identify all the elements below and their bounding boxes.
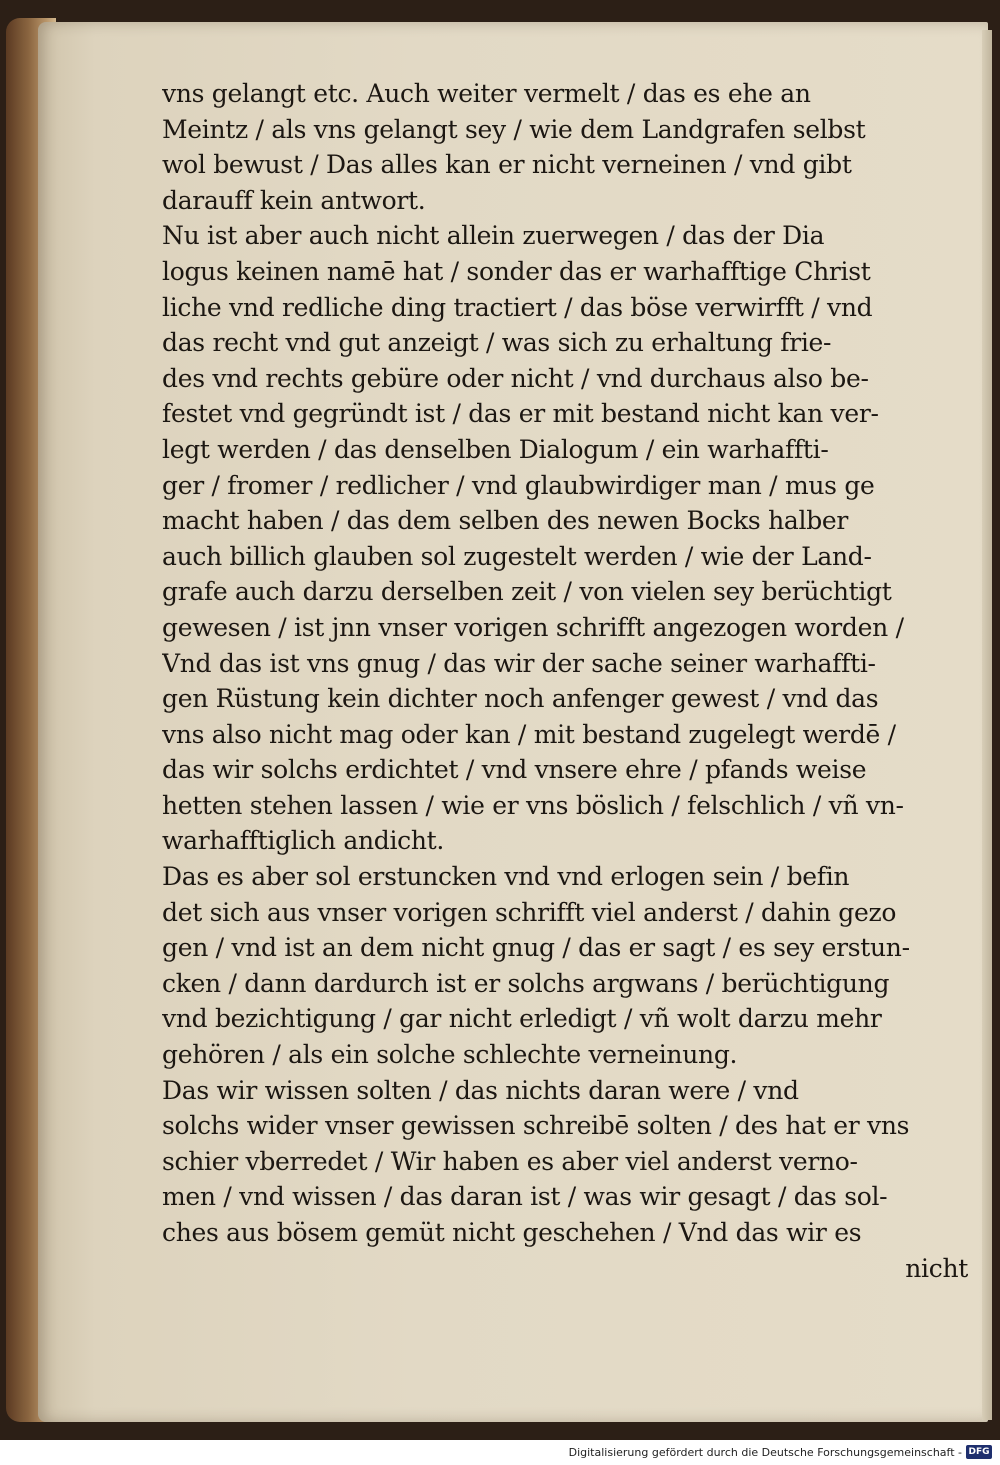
text-line: festet vnd gegründt ist / das er mit bestand nicht kan ver- — [162, 399, 879, 429]
text-line: det sich aus vnser vorigen schrifft viel anderst / dahin gezo — [162, 897, 897, 927]
footer-bar — [0, 1440, 1000, 1465]
text-line: logus keinen namē hat / sonder das er warhafftige Christ — [162, 256, 871, 286]
page-fore-edge — [982, 30, 992, 1420]
funding-credit: Digitalisierung gefördert durch die Deutsche Forschungsgemeinschaft - — [568, 1446, 962, 1459]
text-line: ger / fromer / redlicher / vnd glaubwirdiger man / mus ge — [162, 470, 875, 500]
text-line: darauff kein antwort. — [162, 185, 426, 215]
text-line: Vnd das ist vns gnug / das wir der sache seiner warhaffti- — [162, 648, 876, 678]
text-line: das wir solchs erdichtet / vnd vnsere ehre / pfands weise — [162, 755, 867, 785]
text-line: gewesen / ist jnn vnser vorigen schrifft angezogen worden / — [162, 612, 904, 642]
text-line: wol bewust / Das alles kan er nicht verneinen / vnd gibt — [162, 150, 852, 180]
text-line: nicht — [905, 1253, 968, 1283]
text-line: gen Rüstung kein dichter noch anfenger gewest / vnd das — [162, 684, 879, 714]
text-line: warhafftiglich andicht. — [162, 826, 445, 856]
text-line: auch billich glauben sol zugestelt werden / wie der Land- — [162, 541, 872, 571]
dfg-logo[interactable]: DFG — [966, 1445, 992, 1459]
text-line: grafe auch darzu derselben zeit / von vielen sey berüchtigt — [162, 577, 892, 607]
text-line: cken / dann dardurch ist er solchs argwans / berüchtigung — [162, 968, 890, 998]
text-line: des vnd rechts gebüre oder nicht / vnd durchaus also be- — [162, 363, 869, 393]
text-line: Das es aber sol erstuncken vnd vnd erlogen sein / befin — [162, 862, 850, 892]
text-line: legt werden / das denselben Dialogum / ein warhaffti- — [162, 434, 829, 464]
text-line: hetten stehen lassen / wie er vns böslich / felschlich / vñ vn- — [162, 790, 904, 820]
text-line: das recht vnd gut anzeigt / was sich zu erhaltung frie- — [162, 328, 832, 358]
text-line: gehören / als ein solche schlechte verneinung. — [162, 1040, 738, 1070]
text-line: Das wir wissen solten / das nichts daran were / vnd — [162, 1075, 799, 1105]
text-line: vnd bezichtigung / gar nicht erledigt / vñ wolt darzu mehr — [162, 1004, 882, 1034]
text-line: vns gelangt etc. Auch weiter vermelt / das es ehe an — [162, 79, 811, 108]
text-line: schier vberredet / Wir haben es aber viel anderst verno- — [162, 1146, 858, 1176]
text-line: Meintz / als vns gelangt sey / wie dem Landgrafen selbst — [162, 114, 866, 144]
page-text-block — [162, 76, 968, 1286]
text-line: ches aus bösem gemüt nicht geschehen / Vnd das wir es — [162, 1218, 862, 1247]
text-line: Nu ist aber auch nicht allein zuerwegen / das der Dia — [162, 221, 825, 251]
text-line: liche vnd redliche ding tractiert / das böse verwirfft / vnd — [162, 292, 873, 322]
text-line: men / vnd wissen / das daran ist / was wir gesagt / das sol- — [162, 1182, 888, 1212]
text-line: solchs wider vnser gewissen schreibē solten / des hat er vns — [162, 1111, 910, 1141]
text-line: macht haben / das dem selben des newen Bocks halber — [162, 506, 849, 536]
text-line: gen / vnd ist an dem nicht gnug / das er sagt / es sey erstun- — [162, 933, 910, 963]
text-line: vns also nicht mag oder kan / mit bestand zugelegt werdē / — [162, 719, 896, 749]
